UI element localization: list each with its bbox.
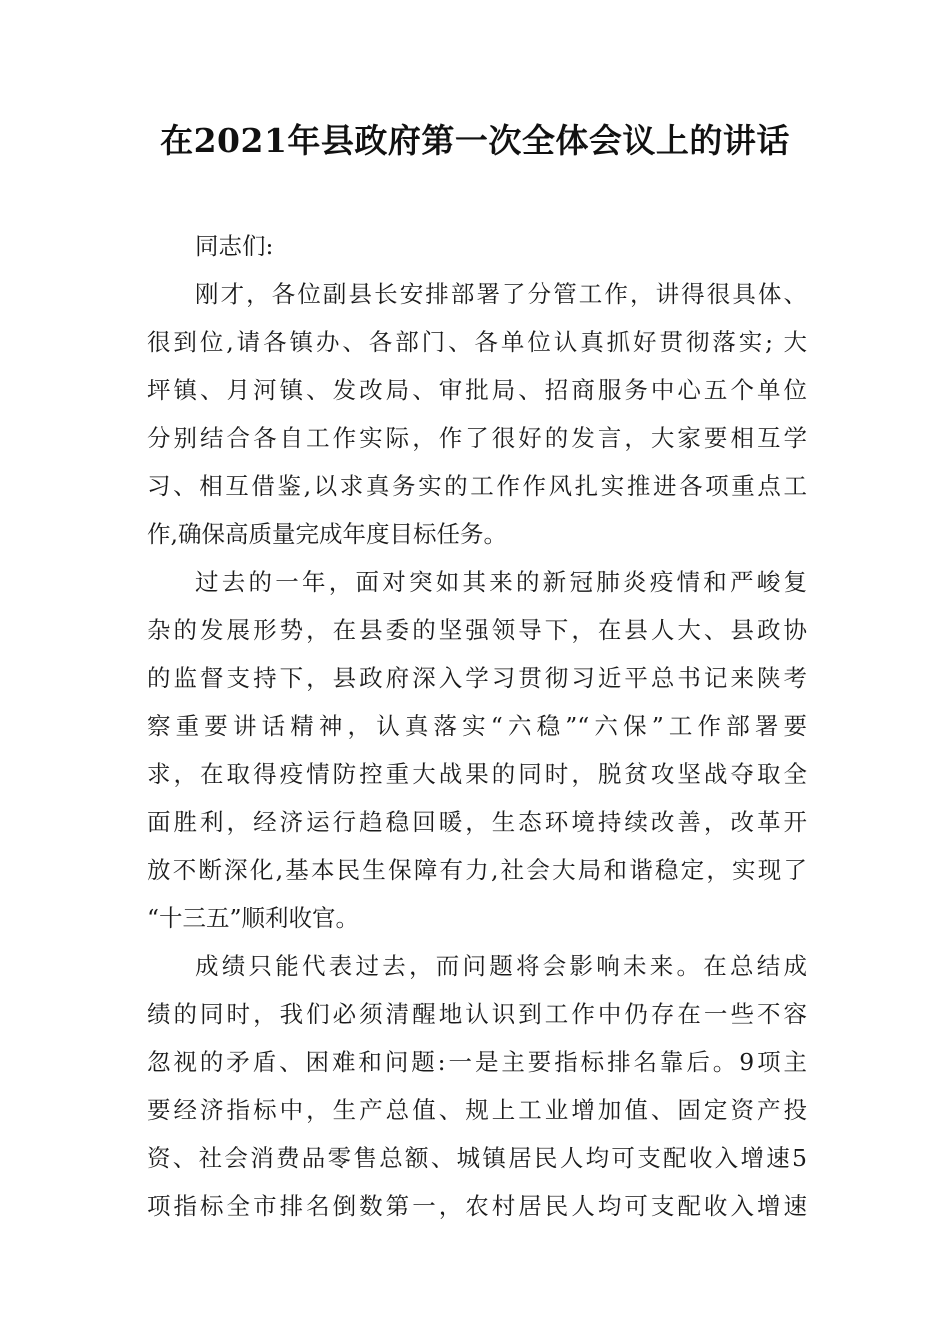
text-line: 忽视的矛盾、困难和问题:一是主要指标排名靠后。9项主	[147, 1048, 807, 1076]
text-line: 绩的同时，我们必须清醒地认识到工作中仍存在一些不容	[147, 1000, 807, 1028]
text-line: 作,确保高质量完成年度目标任务。	[147, 520, 507, 548]
text-line: 成绩只能代表过去，而问题将会影响未来。在总结成	[195, 952, 807, 980]
body-lines	[147, 270, 807, 1230]
text-line: “十三五”顺利收官。	[147, 904, 360, 932]
text-line: 察重要讲话精神，认真落实“六稳”“六保”工作部署要	[147, 712, 807, 740]
text-line: 项指标全市排名倒数第一，农村居民人均可支配收入增速	[147, 1192, 807, 1220]
text-line: 坪镇、月河镇、发改局、审批局、招商服务中心五个单位	[147, 376, 807, 404]
text-line: 很到位,请各镇办、各部门、各单位认真抓好贯彻落实; 大	[147, 328, 807, 356]
document-body	[147, 222, 807, 1230]
text-line: 面胜利，经济运行趋稳回暖，生态环境持续改善，改革开	[147, 808, 807, 836]
text-line: 分别结合各自工作实际，作了很好的发言，大家要相互学	[147, 424, 807, 452]
text-line: 资、社会消费品零售总额、城镇居民人均可支配收入增速5	[147, 1144, 807, 1172]
text-line: 放不断深化,基本民生保障有力,社会大局和谐稳定，实现了	[147, 856, 807, 884]
text-line: 求，在取得疫情防控重大战果的同时，脱贫攻坚战夺取全	[147, 760, 807, 788]
text-line: 刚才，各位副县长安排部署了分管工作，讲得很具体、	[195, 280, 807, 308]
text-line: 的监督支持下，县政府深入学习贯彻习近平总书记来陕考	[147, 664, 807, 692]
text-line: 要经济指标中，生产总值、规上工业增加值、固定资产投	[147, 1096, 807, 1124]
text-line: 杂的发展形势，在县委的坚强领导下，在县人大、县政协	[147, 616, 807, 644]
text-line: 过去的一年，面对突如其来的新冠肺炎疫情和严峻复	[195, 568, 807, 596]
salutation: 同志们:	[195, 232, 274, 260]
document-title: 在2021年县政府第一次全体会议上的讲话	[160, 121, 790, 160]
text-line: 习、相互借鉴,以求真务实的工作作风扎实推进各项重点工	[147, 472, 807, 500]
